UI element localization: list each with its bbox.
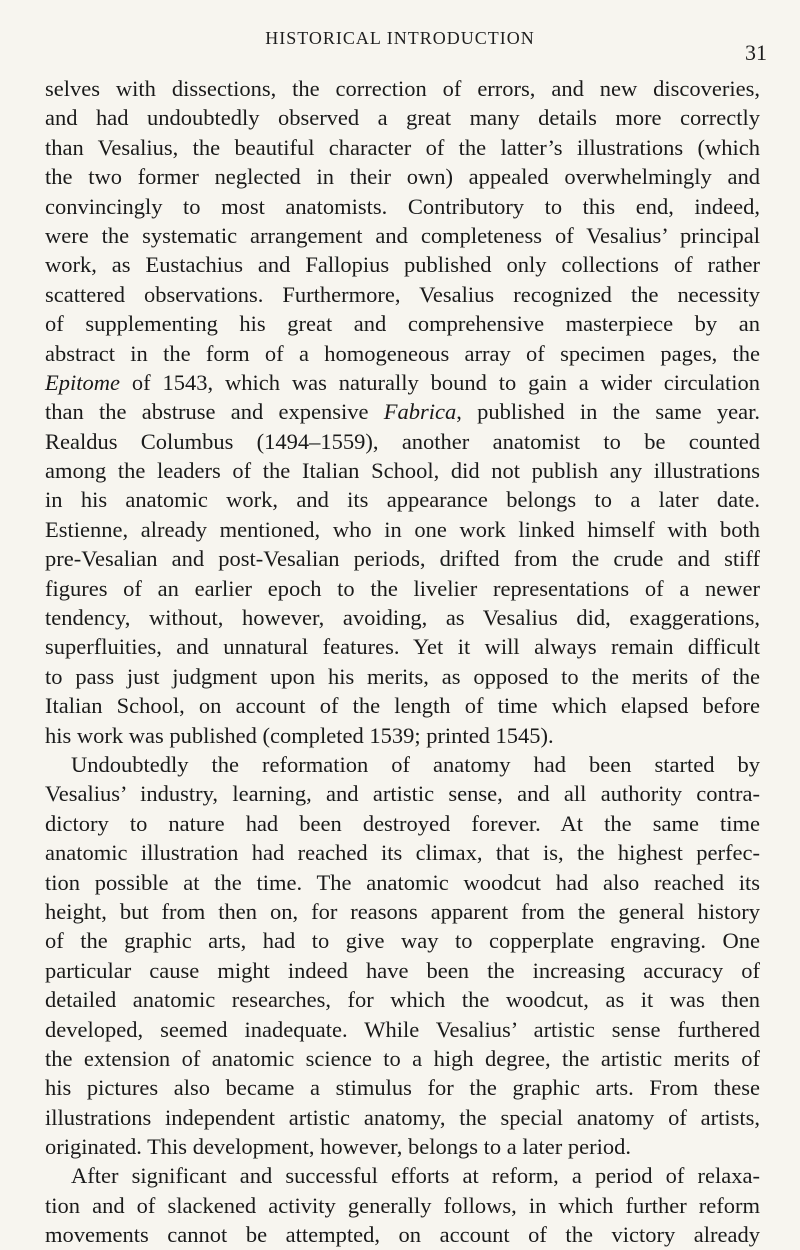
text-line: and had undoubtedly observed a great many details more correctly — [45, 105, 760, 131]
text-line: convincingly to most anatomists. Contributory to this end, indeed, — [45, 193, 760, 219]
text-line: Italian School, on account of the length of time which elapsed before — [45, 693, 760, 719]
text-line: tion and of slackened activity generally follows, in which further reform — [45, 1192, 760, 1218]
text-segment: , published in the same year. — [456, 399, 760, 425]
paragraph — [45, 1161, 760, 1249]
text-line: tendency, without, however, avoiding, as Vesalius did, exaggerations, — [45, 605, 760, 631]
text-line: Vesalius’ industry, learning, and artistic sense, and all authority contra- — [45, 781, 760, 807]
running-head: HISTORICAL INTRODUCTION — [265, 28, 535, 48]
text-line: among the leaders of the Italian School, did not publish any illustrations — [45, 458, 760, 484]
paragraph — [45, 750, 760, 1161]
text-line: to pass just judgment upon his merits, as opposed to the merits of the — [45, 663, 760, 689]
text-line: were the systematic arrangement and completeness of Vesalius’ principal — [45, 222, 760, 248]
text-line: illustrations independent artistic anatomy, the special anatomy of artists, — [45, 1104, 760, 1130]
text-line: selves with dissections, the correction of errors, and new discoveries, — [45, 76, 760, 101]
paragraph — [45, 74, 760, 750]
text-line — [45, 397, 760, 426]
text-segment: than the abstruse and expensive — [45, 399, 384, 425]
text-line: anatomic illustration had reached its climax, that is, the highest perfec- — [45, 840, 760, 866]
text-line: height, but from then on, for reasons apparent from the general history — [45, 898, 760, 924]
page-number: 31 — [745, 40, 767, 65]
text-line: Undoubtedly the reformation of anatomy had been started by — [71, 751, 760, 777]
text-line: the two former neglected in their own) appealed overwhelmingly and — [45, 164, 760, 190]
text-line: work, as Eustachius and Fallopius published only collections of rather — [45, 252, 760, 278]
text-line: movements cannot be attempted, on account of the victory already — [45, 1222, 760, 1248]
text-line: his pictures also became a stimulus for the graphic arts. From these — [45, 1075, 760, 1101]
text-line: of the graphic arts, had to give way to copperplate engraving. One — [45, 928, 760, 954]
italic-title: Epitome — [45, 369, 120, 395]
text-line: abstract in the form of a homogeneous array of specimen pages, the — [45, 340, 760, 366]
text-line: tion possible at the time. The anatomic woodcut had also reached its — [45, 869, 760, 895]
body-text — [45, 74, 760, 1250]
text-line: Estienne, already mentioned, who in one work linked himself with both — [45, 516, 760, 542]
text-line: of supplementing his great and comprehensive masterpiece by an — [45, 311, 760, 337]
text-segment: of 1543, which was naturally bound to gain a wider circulation — [119, 369, 760, 395]
text-line: figures of an earlier epoch to the livelier representations of a newer — [45, 575, 760, 601]
text-line: originated. This development, however, belongs to a later period. — [45, 1134, 632, 1160]
text-line: scattered observations. Furthermore, Vesalius recognized the necessity — [45, 281, 760, 307]
text-line: Realdus Columbus (1494–1559), another anatomist to be counted — [45, 428, 760, 454]
text-line: pre-Vesalian and post-Vesalian periods, drifted from the crude and stiff — [45, 546, 760, 572]
text-line — [45, 368, 760, 397]
text-line: than Vesalius, the beautiful character of the latter’s illustrations (which — [45, 134, 760, 160]
text-line: superfluities, and unnatural features. Yet it will always remain difficult — [45, 634, 760, 660]
text-line: detailed anatomic researches, for which the woodcut, as it was then — [45, 987, 760, 1013]
text-line: the extension of anatomic science to a high degree, the artistic merits of — [45, 1045, 760, 1071]
text-line: dictory to nature had been destroyed forever. At the same time — [45, 810, 760, 836]
text-line: After significant and successful efforts at reform, a period of relaxa- — [71, 1163, 760, 1189]
text-line: particular cause might indeed have been the increasing accuracy of — [45, 957, 760, 983]
text-line: in his anatomic work, and its appearance belongs to a later date. — [45, 487, 760, 513]
text-line: developed, seemed inadequate. While Vesalius’ artistic sense furthered — [45, 1016, 760, 1042]
text-line: his work was published (completed 1539; printed 1545). — [45, 722, 554, 748]
italic-title: Fabrica — [383, 399, 457, 425]
